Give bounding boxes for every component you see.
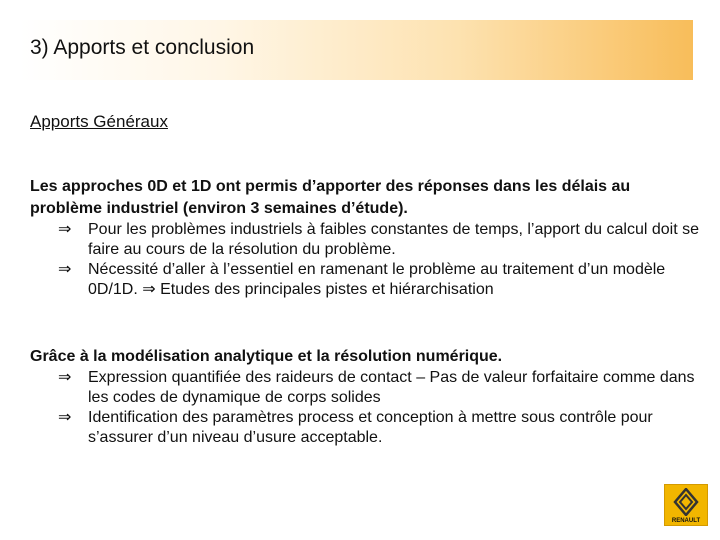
- paragraph-approaches: [30, 176, 700, 300]
- list-item-text: Identification des paramètres process et conception à mettre sous contrôle pour s’assurer d’un niveau d’usure acceptable.: [88, 409, 653, 446]
- implies-arrow-icon: ⇒: [58, 409, 72, 426]
- slide-title: 3) Apports et conclusion: [30, 36, 255, 59]
- list-item-text: Pour les problèmes industriels à faibles constantes de temps, l’apport du calcul doit se faire au cours de la résolution du problème.: [88, 221, 699, 258]
- list-item: [30, 408, 700, 448]
- paragraph-modelling: [30, 346, 700, 448]
- implies-arrow-icon: ⇒: [58, 369, 72, 386]
- list-item-text: Expression quantifiée des raideurs de contact – Pas de valeur forfaitaire comme dans les codes de dynamique de corps solides: [88, 369, 695, 406]
- section-subtitle: Apports Généraux: [30, 112, 168, 131]
- implies-arrow-icon: ⇒: [58, 221, 72, 238]
- paragraph-lead: Grâce à la modélisation analytique et la résolution numérique.: [30, 348, 503, 365]
- renault-diamond-icon: [673, 488, 699, 516]
- list-item: [30, 220, 700, 260]
- list-item: [30, 368, 700, 408]
- renault-logo: [664, 484, 708, 526]
- paragraph-lead: Les approches 0D et 1D ont permis d’apporter des réponses dans les délais au problème industriel (environ 3 semaines d’étude).: [30, 178, 631, 217]
- list-item: [30, 260, 700, 300]
- title-bar: [20, 20, 693, 80]
- logo-wordmark: RENAULT: [671, 518, 701, 524]
- implies-arrow-icon: ⇒: [58, 261, 72, 278]
- list-item-text: Nécessité d’aller à l’essentiel en ramenant le problème au traitement d’un modèle 0D/1D. ⇒ Etudes des principales pistes et hiérarchisation: [88, 261, 666, 298]
